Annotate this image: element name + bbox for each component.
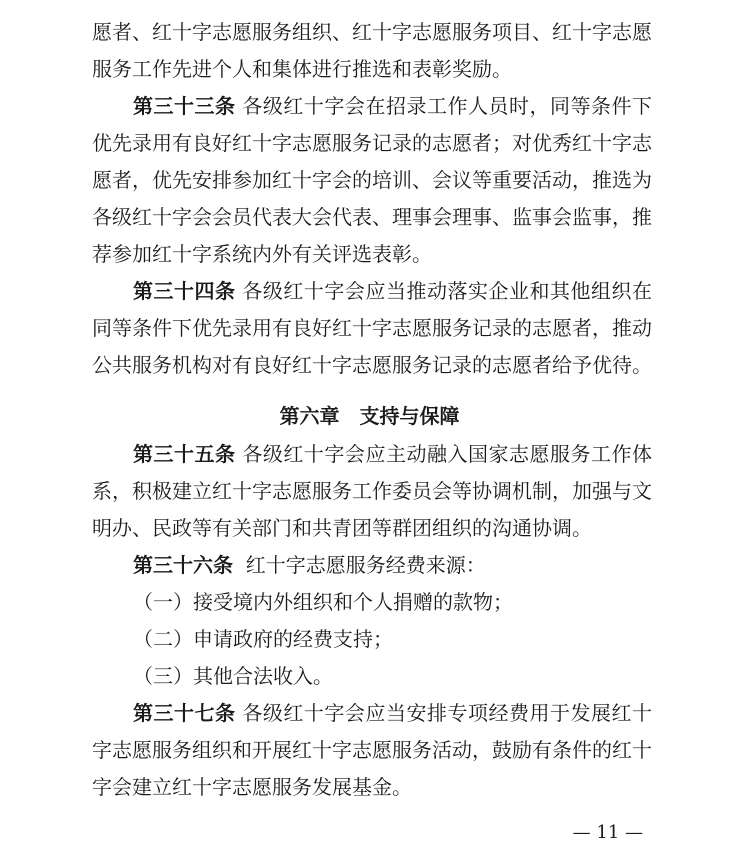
text-line: 愿者，优先安排参加红十字会的培训、会议等重要活动，推选为 [92, 168, 652, 192]
article-35-first-line [133, 442, 652, 466]
article-33-first-line [133, 94, 652, 118]
chapter-heading: 第六章 支持与保障 [279, 404, 460, 428]
text-line: 公共服务机构对有良好红十字志愿服务记录的志愿者给予优待。 [92, 353, 652, 377]
list-item: （三）其他合法收入。 [133, 664, 333, 688]
text-line: 各级红十字会应当安排专项经费用于发展红十 [242, 701, 653, 725]
text-line: 荐参加红十字系统内外有关评选表彰。 [92, 242, 432, 266]
text-line: 各级红十字会应主动融入国家志愿服务工作体 [242, 442, 653, 466]
text-line: 愿者、红十字志愿服务组织、红十字志愿服务项目、红十字志愿 [92, 20, 652, 44]
text-line: 系，积极建立红十字志愿服务工作委员会等协调机制，加强与文 [92, 479, 652, 503]
article-36-first-line [133, 553, 652, 577]
article-label: 第三十四条 [133, 279, 236, 303]
text-line: 优先录用有良好红十字志愿服务记录的志愿者；对优秀红十字志 [92, 131, 652, 155]
article-label: 第三十六条 [133, 553, 233, 577]
article-34-first-line [133, 279, 652, 303]
article-label: 第三十五条 [133, 442, 236, 466]
article-37-first-line [133, 701, 652, 725]
list-item: （一）接受境内外组织和个人捐赠的款物； [133, 590, 513, 614]
text-line: 服务工作先进个人和集体进行推选和表彰奖励。 [92, 57, 512, 81]
text-line: 各级红十字会应当推动落实企业和其他组织在 [242, 279, 653, 303]
article-label: 第三十三条 [133, 94, 236, 118]
text-line: 字志愿服务组织和开展红十字志愿服务活动，鼓励有条件的红十 [92, 738, 652, 762]
page-number: — 11 — [572, 822, 643, 843]
text-line: 各级红十字会会员代表大会代表、理事会理事、监事会监事，推 [92, 205, 652, 229]
text-line: 明办、民政等有关部门和共青团等群团组织的沟通协调。 [92, 516, 592, 540]
text-line: 红十字志愿服务经费来源： [245, 553, 486, 577]
article-label: 第三十七条 [133, 701, 236, 725]
list-item: （二）申请政府的经费支持； [133, 627, 393, 651]
text-line: 各级红十字会在招录工作人员时，同等条件下 [242, 94, 653, 118]
text-line: 字会建立红十字志愿服务发展基金。 [92, 775, 412, 799]
text-line: 同等条件下优先录用有良好红十字志愿服务记录的志愿者，推动 [92, 316, 652, 340]
